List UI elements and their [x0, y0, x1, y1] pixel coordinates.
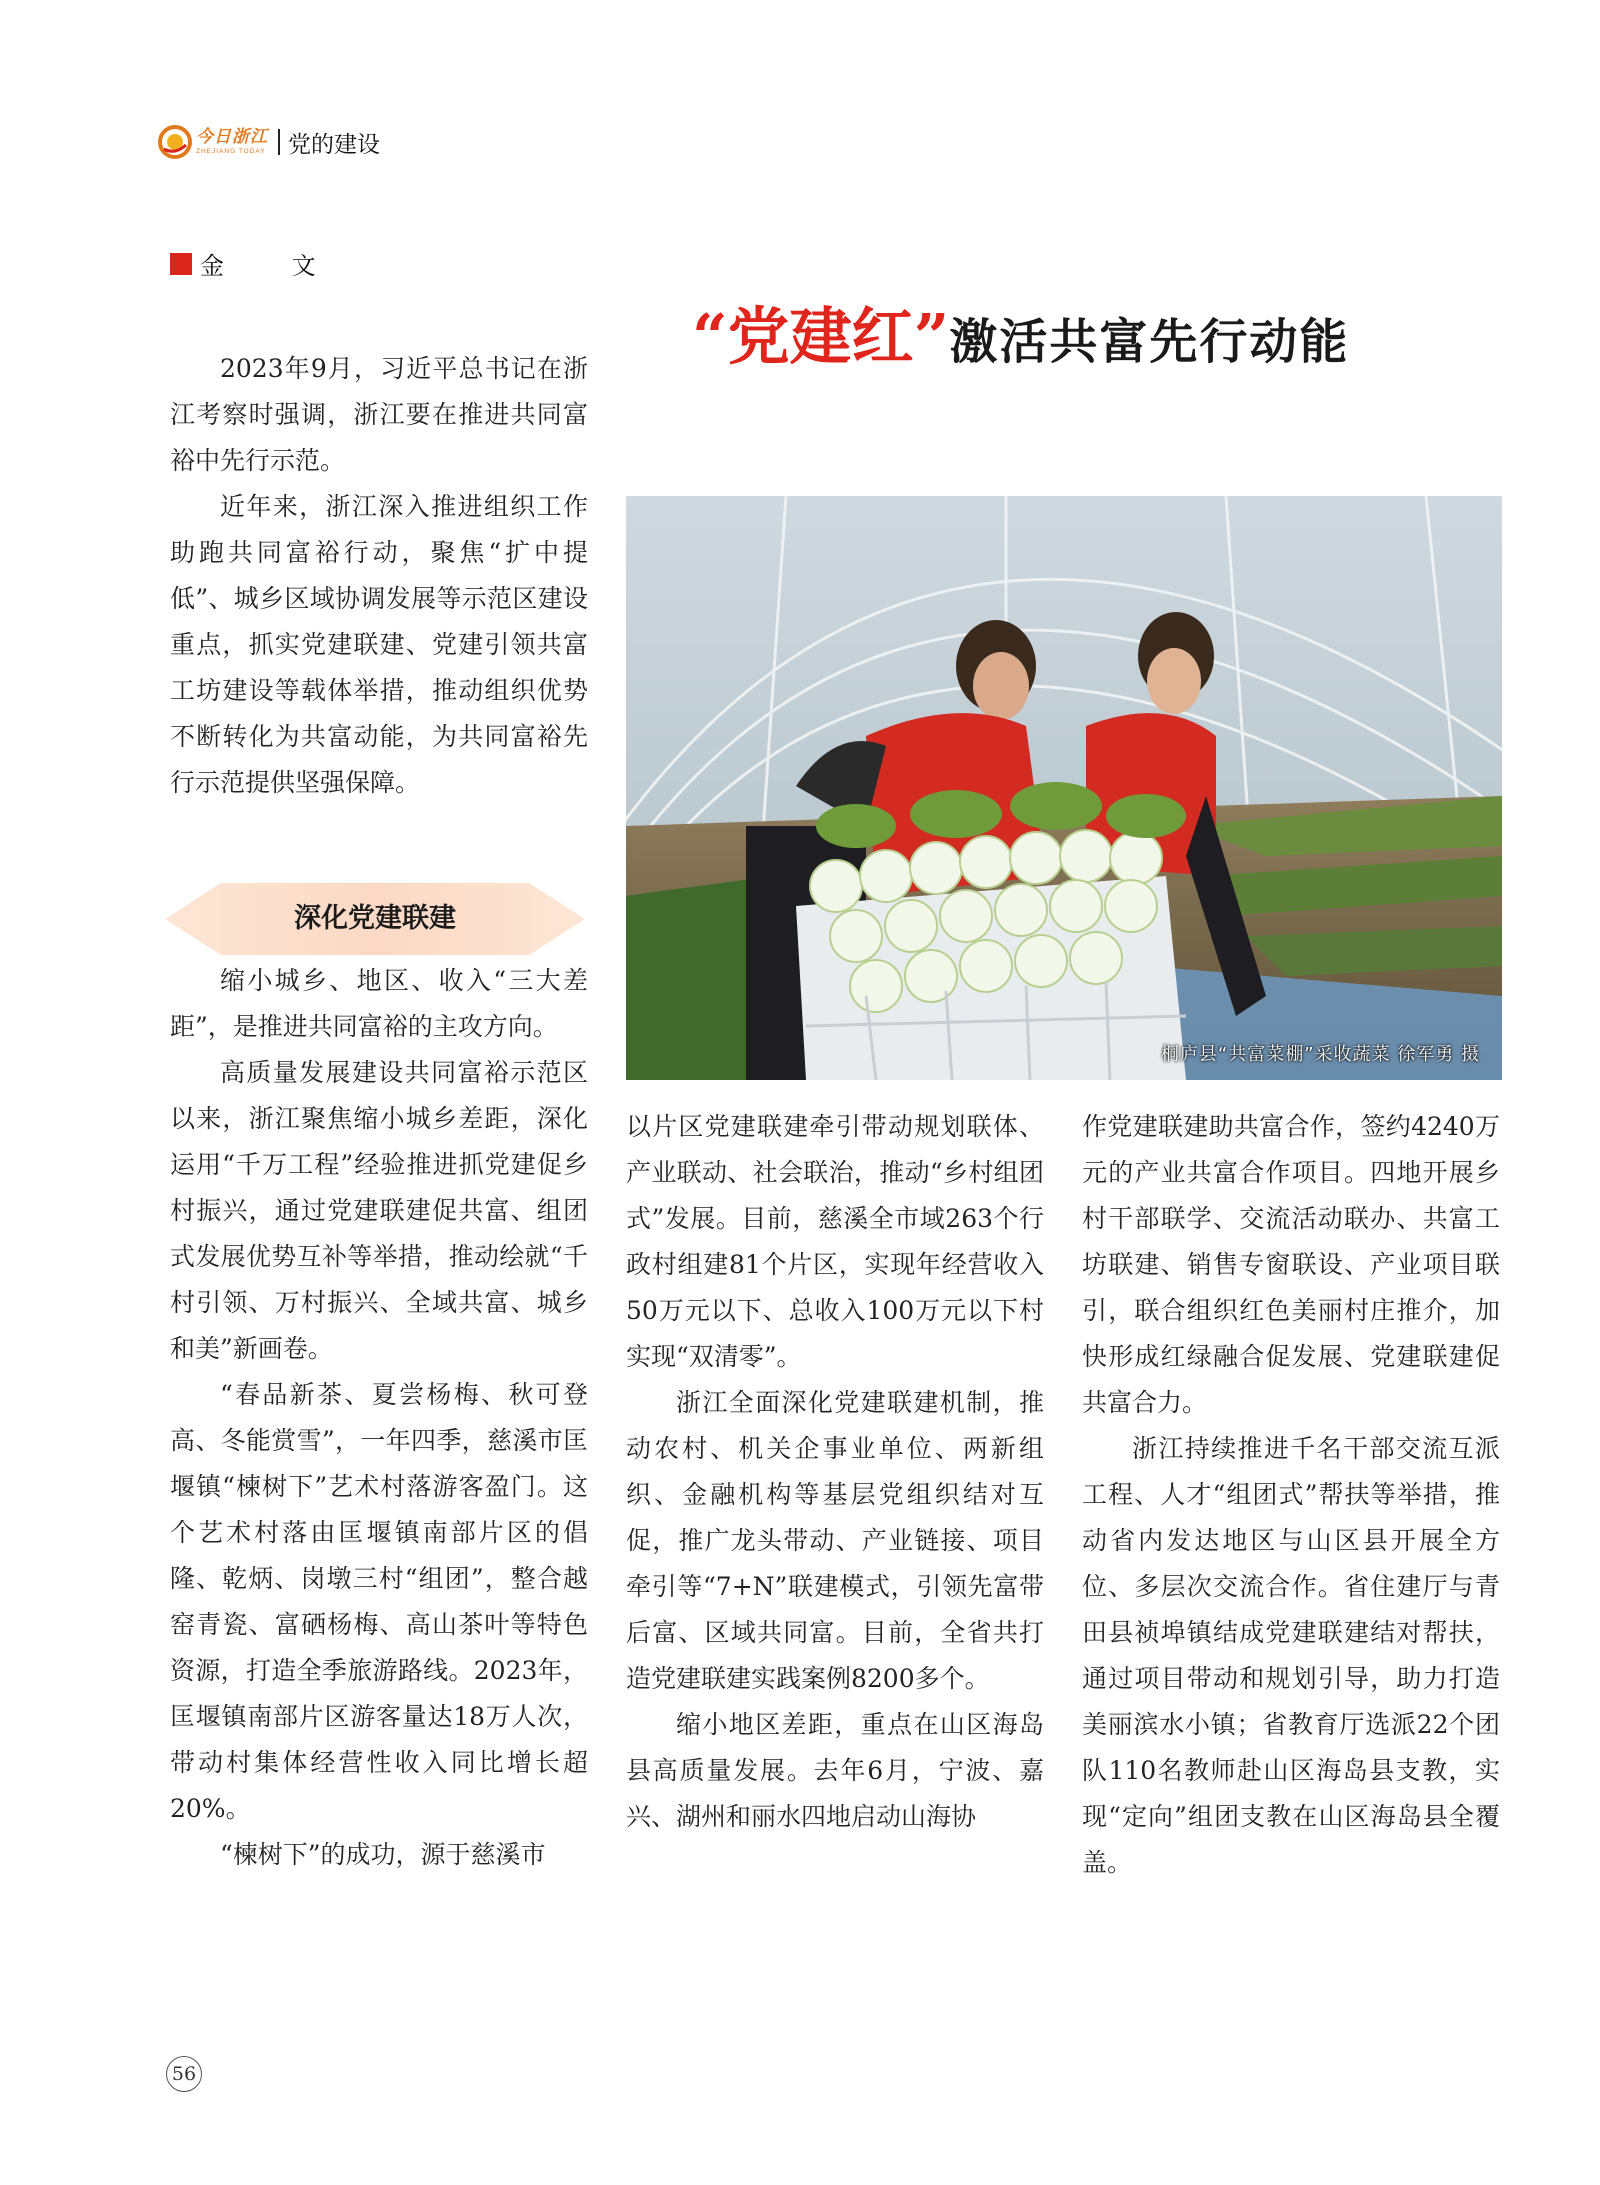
logo-icon [158, 125, 192, 159]
title-highlight: “党建红” [692, 300, 950, 373]
author-square-icon [170, 253, 192, 275]
page-number: 56 [166, 2056, 202, 2092]
section-name: 党的建设 [288, 131, 380, 158]
body-paragraph: 高质量发展建设共同富裕示范区以来，浙江聚焦缩小城乡差距，深化运用“千万工程”经验推进抓党建促乡村振兴，通过党建联建促共富、组团式发展优势互补等举措，推动绘就“千村引领、万村振兴、全域共富、城乡和美”新画卷。 [170, 1058, 588, 1363]
subheading [165, 883, 585, 955]
article-title [692, 300, 1350, 373]
body-paragraph: “春品新茶、夏尝杨梅、秋可登高、冬能赏雪”，一年四季，慈溪市匡堰镇“楝树下”艺术村落游客盈门。这个艺术村落由匡堰镇南部片区的倡隆、乾炳、岗墩三村“组团”，整合越窑青瓷、富硒杨梅、高山茶叶等特色资源，打造全季旅游路线。2023年，匡堰镇南部片区游客量达18万人次，带动村集体经营性收入同比增长超20%。 [170, 1380, 588, 1823]
body-paragraph: 以片区党建联建牵引带动规划联体、产业联动、社会联治，推动“乡村组团式”发展。目前，慈溪全市域263个行政村组建81个片区，实现年经营收入50万元以下、总收入100万元以下村实现“双清零”。 [626, 1112, 1044, 1371]
body-paragraph: 缩小地区差距，重点在山区海岛县高质量发展。去年6月，宁波、嘉兴、湖州和丽水四地启动山海协 [626, 1710, 1044, 1831]
logo-text [196, 126, 268, 156]
author-name: 金 文 [200, 252, 346, 280]
photo-caption: 桐庐县“共富菜棚”采收蔬菜 徐军勇 摄 [1160, 1044, 1480, 1065]
intro-paragraph: 2023年9月，习近平总书记在浙江考察时强调，浙江要在推进共同富裕中先行示范。 [170, 354, 588, 475]
header-divider [278, 129, 280, 155]
column-3 [1082, 1104, 1500, 1886]
author-line [170, 246, 346, 281]
title-rest: 激活共富先行动能 [949, 314, 1350, 370]
body-paragraph: 缩小城乡、地区、收入“三大差距”，是推进共同富裕的主攻方向。 [170, 966, 588, 1041]
logo-en: ZHEJIANG TODAY [196, 147, 266, 155]
logo-cn: 今日浙江 [196, 126, 268, 147]
intro-paragraph: 近年来，浙江深入推进组织工作助跑共同富裕行动，聚焦“扩中提低”、城乡区域协调发展等示范区建设重点，抓实党建联建、党建引领共富工坊建设等载体举措，推动组织优势不断转化为共富动能，为共同富裕先行示范提供坚强保障。 [170, 492, 588, 797]
body-paragraph: 浙江全面深化党建联建机制，推动农村、机关企事业单位、两新组织、金融机构等基层党组织结对互促，推广龙头带动、产业链接、项目牵引等“7+N”联建模式，引领先富带后富、区域共同富。目前，全省共打造党建联建实践案例8200多个。 [626, 1388, 1044, 1693]
column-2 [626, 1104, 1044, 1840]
article-photo [626, 496, 1502, 1080]
intro-text [170, 346, 588, 806]
masthead [158, 120, 380, 164]
subheading-label: 深化党建联建 [294, 903, 456, 934]
greenhouse-photo-illustration [626, 496, 1502, 1080]
column-1 [170, 958, 588, 1878]
body-paragraph: 作党建联建助共富合作，签约4240万元的产业共富合作项目。四地开展乡村干部联学、交流活动联办、共富工坊联建、销售专窗联设、产业项目联引，联合组织红色美丽村庄推介，加快形成红绿融合促发展、党建联建促共富合力。 [1082, 1112, 1500, 1417]
body-paragraph: 浙江持续推进千名干部交流互派工程、人才“组团式”帮扶等举措，推动省内发达地区与山区县开展全方位、多层次交流合作。省住建厅与青田县祯埠镇结成党建联建结对帮扶，通过项目带动和规划引导，助力打造美丽滨水小镇；省教育厅选派22个团队110名教师赴山区海岛县支教，实现“定向”组团支教在山区海岛县全覆盖。 [1082, 1434, 1500, 1877]
body-paragraph: “楝树下”的成功，源于慈溪市 [220, 1840, 546, 1869]
